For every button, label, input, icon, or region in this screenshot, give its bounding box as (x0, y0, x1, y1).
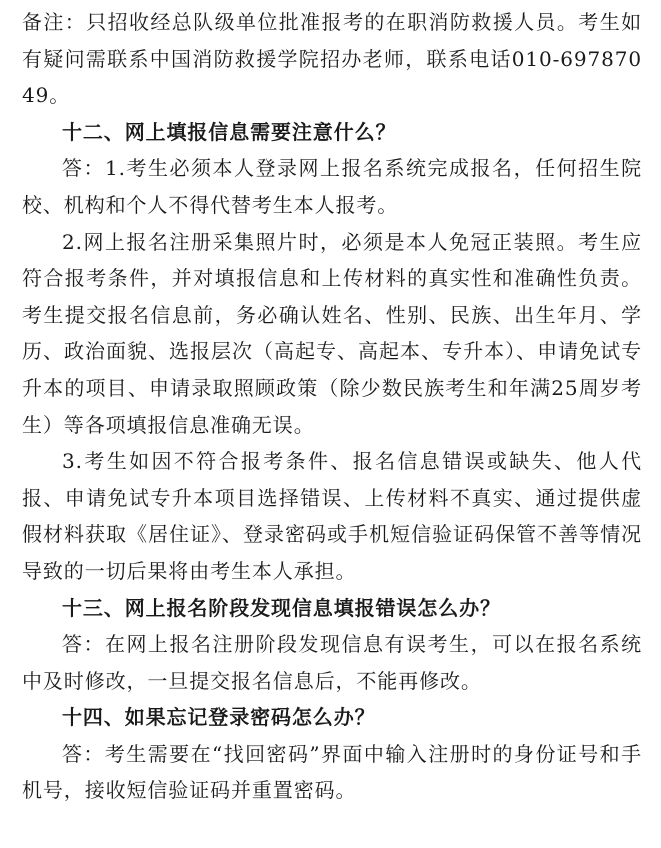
note-paragraph: 备注：只招收经总队级单位批准报考的在职消防救援人员。考生如有疑问需联系中国消防救援学院招办老师，联系电话010-69787049。 (22, 10, 642, 108)
section-12-paragraph-1: 答：1.考生必须本人登录网上报名系统完成报名，任何招生院校、机构和个人不得代替考生本人报考。 (22, 156, 642, 217)
section-12-paragraph-2: 2.网上报名注册采集照片时，必须是本人免冠正装照。考生应符合报考条件，并对填报信息和上传材料的真实性和准确性负责。考生提交报名信息前，务必确认姓名、性别、民族、出生年月、学历、政治面貌、选报层次（高起专、高起本、专升本）、申请免试专升本的项目、申请录取照顾政策（除少数民族考生和年满25周岁考生）等各项填报信息准确无误。 (22, 229, 642, 437)
section-heading-13: 十三、网上报名阶段发现信息填报错误怎么办？ (62, 595, 501, 620)
section-heading-12: 十二、网上填报信息需要注意什么？ (62, 119, 397, 144)
section-14-paragraph-1: 答：考生需要在“找回密码”界面中输入注册时的身份证号和手机号，接收短信验证码并重置密码。 (22, 741, 642, 803)
document-page (22, 4, 642, 809)
section-13-paragraph-1: 答：在网上报名注册阶段发现信息有误考生，可以在报名系统中及时修改，一旦提交报名信息后，不能再修改。 (22, 632, 642, 693)
section-heading-14: 十四、如果忘记登录密码怎么办？ (62, 705, 376, 730)
section-12-paragraph-3: 3.考生如因不符合报考条件、报名信息错误或缺失、他人代报、申请免试专升本项目选择错误、上传材料不真实、通过提供虚假材料获取《居住证》、登录密码或手机短信验证码保管不善等情况导致的一切后果将由考生本人承担。 (22, 449, 642, 583)
